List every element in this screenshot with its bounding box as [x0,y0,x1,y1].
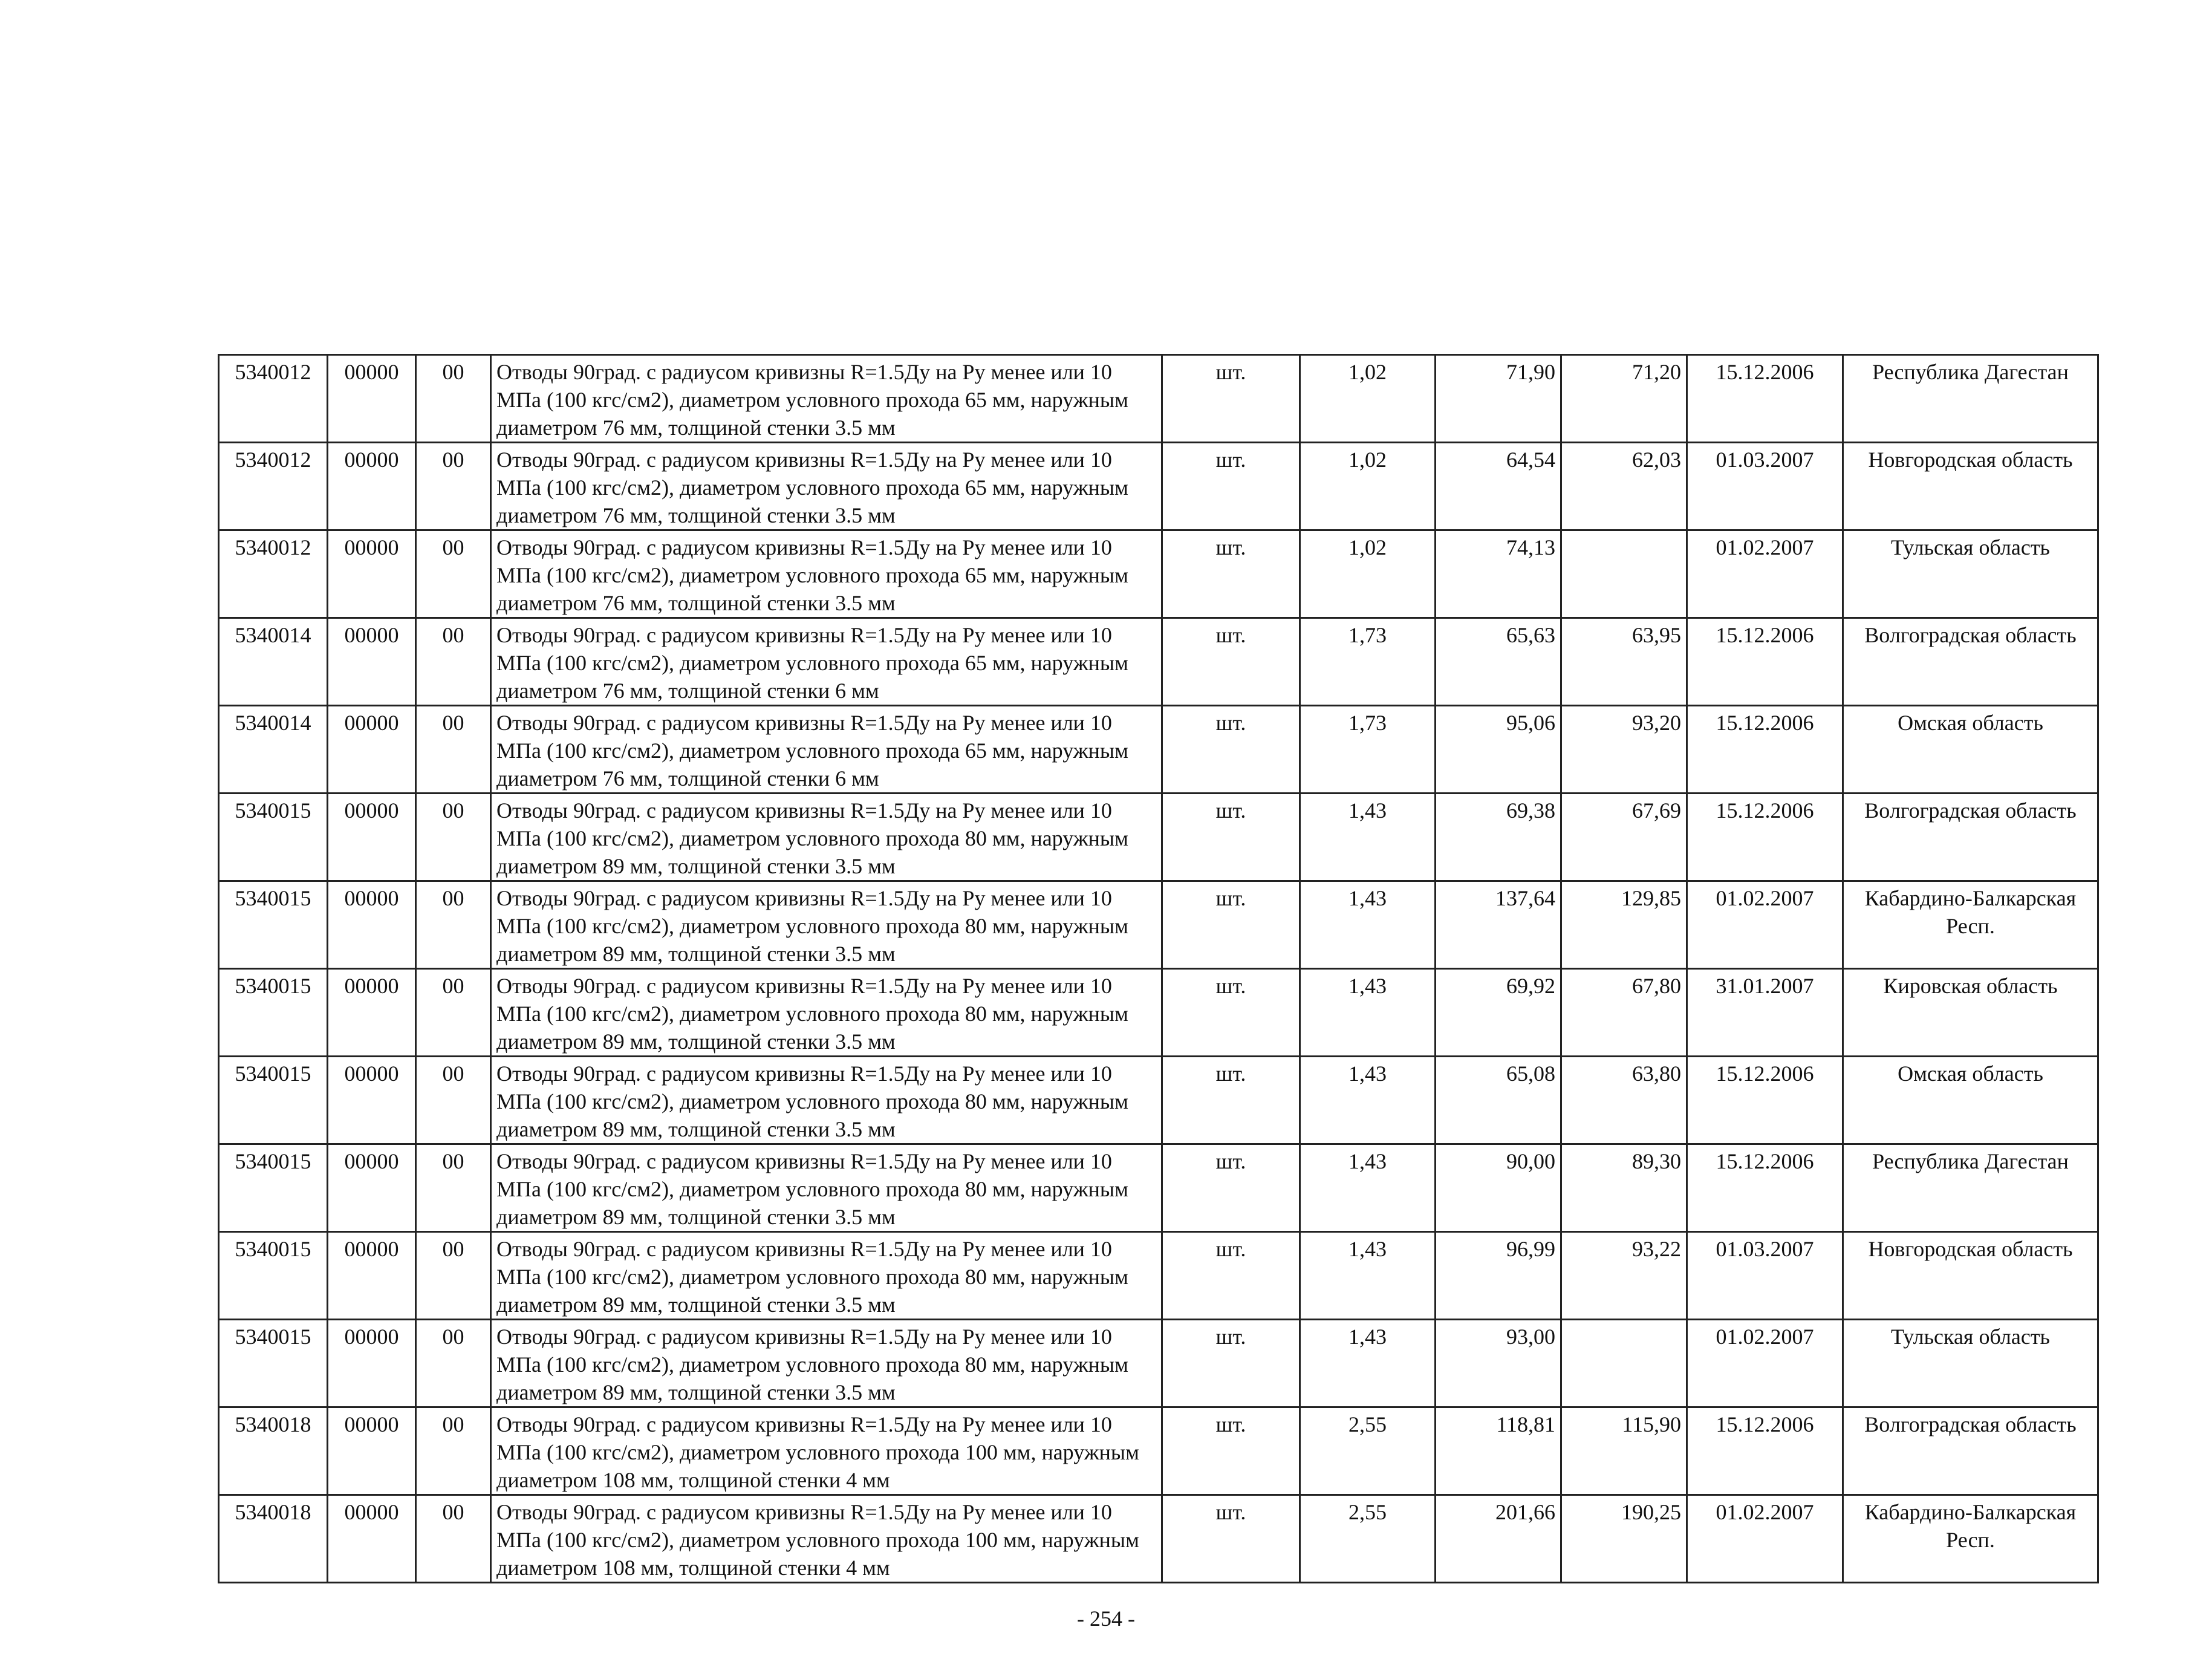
table-row [219,355,2098,443]
variant-code-cell: 00 [416,706,491,794]
resource-code-cell: 5340015 [219,969,328,1057]
date-cell: 01.03.2007 [1687,443,1843,530]
unit-cell: шт. [1162,794,1300,881]
table-row [219,969,2098,1057]
price-base-cell: 89,30 [1561,1144,1687,1232]
weight-cell: 2,55 [1300,1407,1436,1495]
description-cell: Отводы 90град. с радиусом кривизны R=1.5Ду на Ру менее или 10 МПа (100 кгс/см2), диаметром условного прохода 65 мм, наружным диаметром 76 мм, толщиной стенки 3.5 мм [491,530,1162,618]
description-cell: Отводы 90град. с радиусом кривизны R=1.5Ду на Ру менее или 10 МПа (100 кгс/см2), диаметром условного прохода 80 мм, наружным диаметром 89 мм, толщиной стенки 3.5 мм [491,881,1162,969]
weight-cell: 1,02 [1300,530,1436,618]
description-cell: Отводы 90град. с радиусом кривизны R=1.5Ду на Ру менее или 10 МПа (100 кгс/см2), диаметром условного прохода 65 мм, наружным диаметром 76 мм, толщиной стенки 3.5 мм [491,355,1162,443]
description-cell: Отводы 90град. с радиусом кривизны R=1.5Ду на Ру менее или 10 МПа (100 кгс/см2), диаметром условного прохода 80 мм, наружным диаметром 89 мм, толщиной стенки 3.5 мм [491,794,1162,881]
region-cell: Новгородская область [1843,1232,2098,1320]
resource-code-cell: 5340015 [219,1320,328,1407]
weight-cell: 1,73 [1300,618,1436,706]
date-cell: 01.02.2007 [1687,1495,1843,1583]
weight-cell: 1,43 [1300,1320,1436,1407]
price-current-cell: 71,90 [1436,355,1561,443]
price-base-cell [1561,1320,1687,1407]
variant-code-cell: 00 [416,794,491,881]
variant-code-cell: 00 [416,1407,491,1495]
variant-code-cell: 00 [416,1495,491,1583]
date-cell: 01.02.2007 [1687,1320,1843,1407]
resource-code-cell: 5340015 [219,881,328,969]
price-current-cell: 93,00 [1436,1320,1561,1407]
sub-code-cell: 00000 [328,355,416,443]
price-current-cell: 65,63 [1436,618,1561,706]
price-base-cell: 129,85 [1561,881,1687,969]
unit-cell: шт. [1162,1407,1300,1495]
variant-code-cell: 00 [416,530,491,618]
sub-code-cell: 00000 [328,1320,416,1407]
description-cell: Отводы 90град. с радиусом кривизны R=1.5Ду на Ру менее или 10 МПа (100 кгс/см2), диаметром условного прохода 80 мм, наружным диаметром 89 мм, толщиной стенки 3.5 мм [491,1320,1162,1407]
page-number: - 254 - [1077,1606,1135,1631]
table-row [219,881,2098,969]
region-cell: Кабардино-Балкарская Респ. [1843,881,2098,969]
unit-cell: шт. [1162,1232,1300,1320]
price-base-cell: 190,25 [1561,1495,1687,1583]
resource-code-cell: 5340012 [219,530,328,618]
date-cell: 15.12.2006 [1687,355,1843,443]
region-cell: Тульская область [1843,530,2098,618]
sub-code-cell: 00000 [328,1232,416,1320]
region-cell: Кировская область [1843,969,2098,1057]
price-base-cell: 93,20 [1561,706,1687,794]
weight-cell: 1,43 [1300,1232,1436,1320]
unit-cell: шт. [1162,618,1300,706]
price-current-cell: 69,92 [1436,969,1561,1057]
price-base-cell: 63,80 [1561,1057,1687,1144]
unit-cell: шт. [1162,1057,1300,1144]
region-cell: Омская область [1843,1057,2098,1144]
price-base-cell: 63,95 [1561,618,1687,706]
sub-code-cell: 00000 [328,443,416,530]
description-cell: Отводы 90град. с радиусом кривизны R=1.5Ду на Ру менее или 10 МПа (100 кгс/см2), диаметром условного прохода 65 мм, наружным диаметром 76 мм, толщиной стенки 6 мм [491,618,1162,706]
date-cell: 15.12.2006 [1687,706,1843,794]
description-cell: Отводы 90град. с радиусом кривизны R=1.5Ду на Ру менее или 10 МПа (100 кгс/см2), диаметром условного прохода 100 мм, наружным диаметром 108 мм, толщиной стенки 4 мм [491,1407,1162,1495]
price-base-cell [1561,530,1687,618]
description-cell: Отводы 90град. с радиусом кривизны R=1.5Ду на Ру менее или 10 МПа (100 кгс/см2), диаметром условного прохода 80 мм, наружным диаметром 89 мм, толщиной стенки 3.5 мм [491,1144,1162,1232]
date-cell: 15.12.2006 [1687,1144,1843,1232]
price-current-cell: 74,13 [1436,530,1561,618]
region-cell: Волгоградская область [1843,618,2098,706]
variant-code-cell: 00 [416,1057,491,1144]
sub-code-cell: 00000 [328,1057,416,1144]
price-table-container [218,354,2097,1583]
sub-code-cell: 00000 [328,618,416,706]
table-row [219,1495,2098,1583]
date-cell: 15.12.2006 [1687,1407,1843,1495]
region-cell: Тульская область [1843,1320,2098,1407]
sub-code-cell: 00000 [328,530,416,618]
price-current-cell: 90,00 [1436,1144,1561,1232]
weight-cell: 1,02 [1300,355,1436,443]
region-cell: Волгоградская область [1843,1407,2098,1495]
price-table [218,354,2099,1583]
price-current-cell: 64,54 [1436,443,1561,530]
weight-cell: 1,73 [1300,706,1436,794]
date-cell: 15.12.2006 [1687,618,1843,706]
description-cell: Отводы 90град. с радиусом кривизны R=1.5Ду на Ру менее или 10 МПа (100 кгс/см2), диаметром условного прохода 80 мм, наружным диаметром 89 мм, толщиной стенки 3.5 мм [491,1232,1162,1320]
resource-code-cell: 5340015 [219,794,328,881]
unit-cell: шт. [1162,1144,1300,1232]
resource-code-cell: 5340018 [219,1495,328,1583]
weight-cell: 1,43 [1300,794,1436,881]
table-row [219,794,2098,881]
region-cell: Республика Дагестан [1843,1144,2098,1232]
resource-code-cell: 5340015 [219,1232,328,1320]
table-row [219,1144,2098,1232]
price-base-cell: 67,69 [1561,794,1687,881]
resource-code-cell: 5340015 [219,1144,328,1232]
price-base-cell: 62,03 [1561,443,1687,530]
resource-code-cell: 5340018 [219,1407,328,1495]
table-body [219,355,2098,1583]
price-current-cell: 69,38 [1436,794,1561,881]
variant-code-cell: 00 [416,969,491,1057]
sub-code-cell: 00000 [328,1495,416,1583]
description-cell: Отводы 90град. с радиусом кривизны R=1.5Ду на Ру менее или 10 МПа (100 кгс/см2), диаметром условного прохода 100 мм, наружным диаметром 108 мм, толщиной стенки 4 мм [491,1495,1162,1583]
variant-code-cell: 00 [416,881,491,969]
resource-code-cell: 5340014 [219,618,328,706]
variant-code-cell: 00 [416,443,491,530]
table-row [219,1320,2098,1407]
unit-cell: шт. [1162,1495,1300,1583]
resource-code-cell: 5340015 [219,1057,328,1144]
date-cell: 01.03.2007 [1687,1232,1843,1320]
description-cell: Отводы 90град. с радиусом кривизны R=1.5Ду на Ру менее или 10 МПа (100 кгс/см2), диаметром условного прохода 65 мм, наружным диаметром 76 мм, толщиной стенки 3.5 мм [491,443,1162,530]
variant-code-cell: 00 [416,1320,491,1407]
resource-code-cell: 5340014 [219,706,328,794]
sub-code-cell: 00000 [328,1407,416,1495]
variant-code-cell: 00 [416,355,491,443]
date-cell: 31.01.2007 [1687,969,1843,1057]
price-current-cell: 118,81 [1436,1407,1561,1495]
variant-code-cell: 00 [416,1144,491,1232]
price-current-cell: 137,64 [1436,881,1561,969]
weight-cell: 1,43 [1300,881,1436,969]
price-current-cell: 95,06 [1436,706,1561,794]
sub-code-cell: 00000 [328,1144,416,1232]
price-base-cell: 67,80 [1561,969,1687,1057]
unit-cell: шт. [1162,706,1300,794]
date-cell: 15.12.2006 [1687,1057,1843,1144]
table-row [219,706,2098,794]
unit-cell: шт. [1162,355,1300,443]
date-cell: 15.12.2006 [1687,794,1843,881]
weight-cell: 1,43 [1300,1057,1436,1144]
resource-code-cell: 5340012 [219,443,328,530]
date-cell: 01.02.2007 [1687,530,1843,618]
table-row [219,443,2098,530]
unit-cell: шт. [1162,881,1300,969]
region-cell: Волгоградская область [1843,794,2098,881]
weight-cell: 2,55 [1300,1495,1436,1583]
description-cell: Отводы 90град. с радиусом кривизны R=1.5Ду на Ру менее или 10 МПа (100 кгс/см2), диаметром условного прохода 80 мм, наружным диаметром 89 мм, толщиной стенки 3.5 мм [491,1057,1162,1144]
price-base-cell: 93,22 [1561,1232,1687,1320]
table-row [219,530,2098,618]
region-cell: Омская область [1843,706,2098,794]
unit-cell: шт. [1162,1320,1300,1407]
date-cell: 01.02.2007 [1687,881,1843,969]
weight-cell: 1,43 [1300,969,1436,1057]
unit-cell: шт. [1162,530,1300,618]
table-row [219,618,2098,706]
region-cell: Новгородская область [1843,443,2098,530]
unit-cell: шт. [1162,969,1300,1057]
price-current-cell: 96,99 [1436,1232,1561,1320]
weight-cell: 1,02 [1300,443,1436,530]
weight-cell: 1,43 [1300,1144,1436,1232]
unit-cell: шт. [1162,443,1300,530]
resource-code-cell: 5340012 [219,355,328,443]
price-current-cell: 201,66 [1436,1495,1561,1583]
sub-code-cell: 00000 [328,969,416,1057]
price-current-cell: 65,08 [1436,1057,1561,1144]
price-base-cell: 71,20 [1561,355,1687,443]
description-cell: Отводы 90град. с радиусом кривизны R=1.5Ду на Ру менее или 10 МПа (100 кгс/см2), диаметром условного прохода 80 мм, наружным диаметром 89 мм, толщиной стенки 3.5 мм [491,969,1162,1057]
table-row [219,1232,2098,1320]
price-base-cell: 115,90 [1561,1407,1687,1495]
variant-code-cell: 00 [416,1232,491,1320]
sub-code-cell: 00000 [328,794,416,881]
region-cell: Республика Дагестан [1843,355,2098,443]
sub-code-cell: 00000 [328,881,416,969]
sub-code-cell: 00000 [328,706,416,794]
table-row [219,1057,2098,1144]
description-cell: Отводы 90град. с радиусом кривизны R=1.5Ду на Ру менее или 10 МПа (100 кгс/см2), диаметром условного прохода 65 мм, наружным диаметром 76 мм, толщиной стенки 6 мм [491,706,1162,794]
variant-code-cell: 00 [416,618,491,706]
table-row [219,1407,2098,1495]
region-cell: Кабардино-Балкарская Респ. [1843,1495,2098,1583]
